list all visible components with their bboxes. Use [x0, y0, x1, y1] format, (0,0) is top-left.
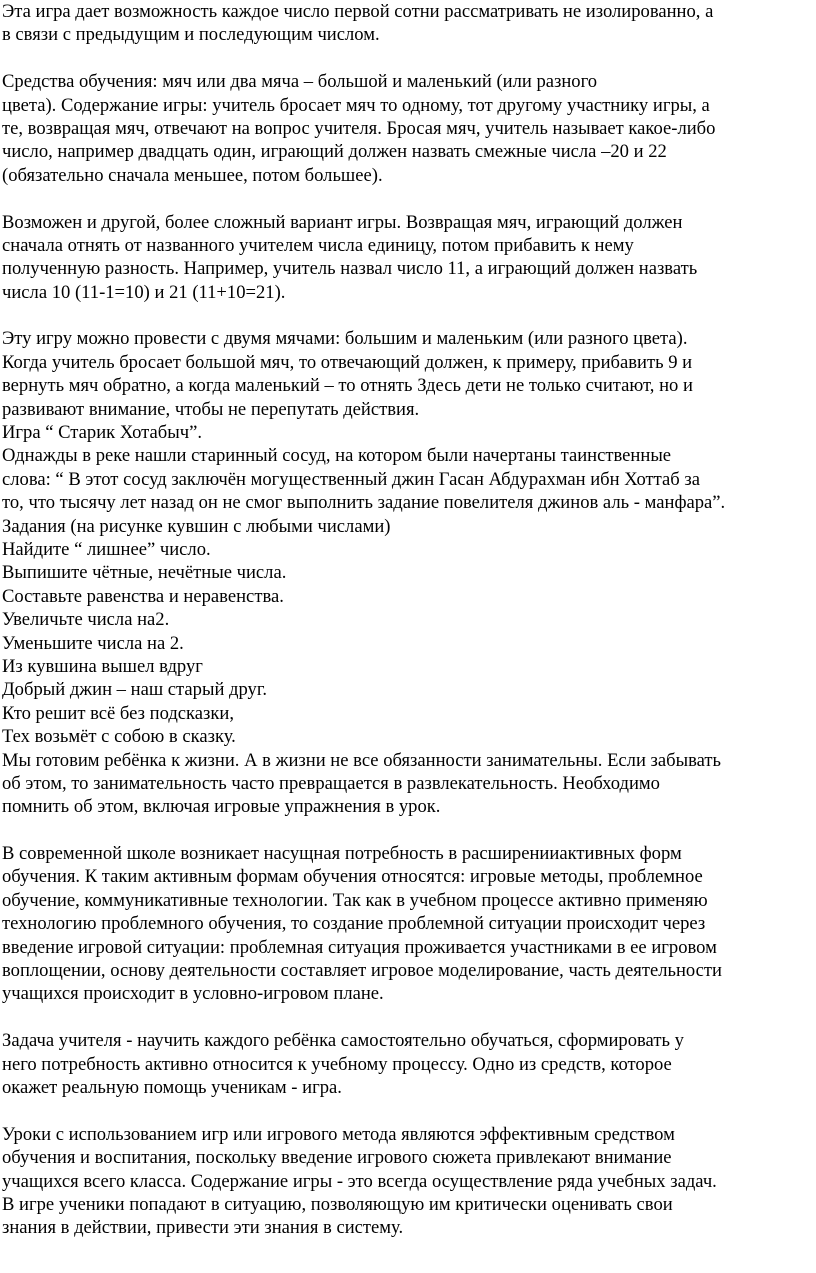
text-line: в связи с предыдущим и последующим числом. [2, 24, 380, 46]
paragraph-gap [2, 1006, 816, 1029]
text-line: Из кувшина вышел вдруг [2, 655, 203, 677]
text-line: сначала отнять от названного учителем числа единицу, потом прибавить к нему [2, 234, 634, 256]
text-line: Эта игра дает возможность каждое число первой сотни рассматривать не изолированно, а [2, 1, 714, 22]
text-line: Составьте равенства и неравенства. [2, 585, 284, 607]
text-line: об этом, то занимательность часто превращается в развлекательность. Необходимо [2, 772, 660, 794]
text-line: те, возвращая мяч, отвечают на вопрос учителя. Бросая мяч, учитель называет какое-либо [2, 117, 716, 139]
text-line: развивают внимание, чтобы не перепутать действия. [2, 398, 420, 420]
text-line: Выпишите чётные, нечётные числа. [2, 562, 287, 584]
text-line: Задача учителя - научить каждого ребёнка самостоятельно обучаться, сформировать у [2, 1030, 684, 1052]
text-line: Уменьшите числа на 2. [2, 632, 184, 654]
text-line: Средства обучения: мяч или два мяча – большой и маленький (или разного [2, 71, 598, 93]
text-line: введение игровой ситуации: проблемная ситуация проживается участниками в ее игровом [2, 936, 717, 958]
text-line: Игра “ Старик Хотабыч”. [2, 422, 202, 444]
paragraph [2, 0, 816, 47]
paragraph-gap [2, 304, 816, 327]
text-line: воплощении, основу деятельности составляет игровое моделирование, часть деятельности [2, 960, 722, 982]
text-line: Когда учитель бросает большой мяч, то отвечающий должен, к примеру, прибавить 9 и [2, 351, 693, 373]
text-line: обучения и воспитания, поскольку введение игрового сюжета привлекают внимание [2, 1147, 672, 1169]
text-line: вернуть мяч обратно, а когда маленький – то отнять Здесь дети не только считают, но и [2, 375, 693, 397]
text-line: обучение, коммуникативные технологии. Так как в учебном процессе активно применяю [2, 889, 708, 911]
text-line: В современной школе возникает насущная потребность в расширенииактивных форм [2, 843, 682, 865]
text-line: Мы готовим ребёнка к жизни. А в жизни не все обязанности занимательны. Если забывать [2, 749, 722, 771]
text-line: учащихся происходит в условно-игровом плане. [2, 983, 384, 1005]
paragraph [2, 1123, 816, 1240]
text-line: (обязательно сначала меньшее, потом большее). [2, 164, 383, 186]
text-line: числа 10 (11-1=10) и 21 (11+10=21). [2, 281, 286, 303]
text-line: Уроки с использованием игр или игрового метода являются эффективным средством [2, 1123, 675, 1145]
text-line: технологию проблемного обучения, то создание проблемной ситуации происходит через [2, 913, 706, 935]
text-line: него потребность активно относится к учебному процессу. Одно из средств, которое [2, 1053, 672, 1075]
text-line: учащихся всего класса. Содержание игры - это всегда осуществление ряда учебных задач. [2, 1170, 717, 1192]
text-line: Тех возьмёт с собою в сказку. [2, 726, 236, 748]
paragraph-gap [2, 1099, 816, 1122]
text-line: помнить об этом, включая игровые упражнения в урок. [2, 796, 441, 818]
text-line: полученную разность. Например, учитель назвал число 11, а играющий должен назвать [2, 258, 698, 280]
text-line: Увеличьте числа на2. [2, 609, 170, 631]
paragraph [2, 327, 816, 818]
paragraph [2, 211, 816, 305]
text-line: Эту игру можно провести с двумя мячами: большим и маленьким (или разного цвета). [2, 328, 688, 350]
paragraph [2, 1029, 816, 1099]
text-line: слова: “ В этот сосуд заключён могущественный джин Гасан Абдурахман ибн Хоттаб за [2, 468, 700, 490]
text-line: окажет реальную помощь ученикам - игра. [2, 1076, 342, 1098]
text-line: обучения. К таким активным формам обучения относятся: игровые методы, проблемное [2, 866, 703, 888]
text-line: Найдите “ лишнее” число. [2, 538, 211, 560]
text-line: цвета). Содержание игры: учитель бросает мяч то одному, тот другому участнику игры, а [2, 94, 710, 116]
text-line: Добрый джин – наш старый друг. [2, 679, 268, 701]
text-line: то, что тысячу лет назад он не смог выполнить задание повелителя джинов аль - манфара”. [2, 492, 726, 514]
text-line: В игре ученики попадают в ситуацию, позволяющую им критически оценивать свои [2, 1193, 673, 1215]
text-line: число, например двадцать один, играющий должен назвать смежные числа –20 и 22 [2, 141, 667, 163]
text-line: Кто решит всё без подсказки, [2, 702, 235, 724]
text-line: Задания (на рисунке кувшин с любыми числами) [2, 515, 391, 537]
paragraph [2, 842, 816, 1006]
paragraph-gap [2, 47, 816, 70]
text-line: Возможен и другой, более сложный вариант игры. Возвращая мяч, играющий должен [2, 211, 683, 233]
text-line: Однажды в реке нашли старинный сосуд, на котором были начертаны таинственные [2, 445, 672, 467]
paragraph-gap [2, 187, 816, 210]
paragraph-gap [2, 819, 816, 842]
text-line: знания в действии, привести эти знания в систему. [2, 1217, 404, 1239]
paragraph [2, 70, 816, 187]
